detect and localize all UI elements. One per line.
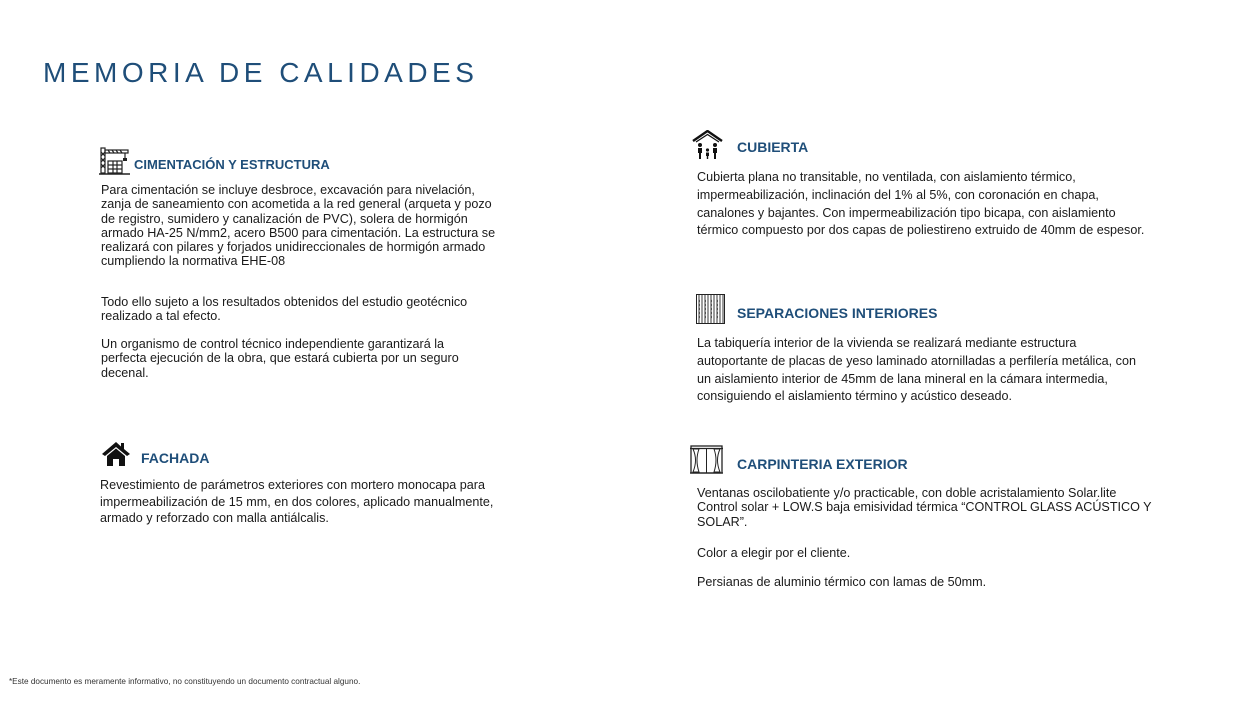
- section-header-cimentacion: [99, 146, 330, 180]
- section-paragraph: Un organismo de control técnico independiente garantizará la perfecta ejecución de la obra, que estará cubierta por un seguro decenal.: [101, 337, 459, 380]
- house-icon: [101, 441, 131, 472]
- crane-icon: [99, 146, 130, 180]
- section-paragraph: Color a elegir por el cliente.: [697, 546, 851, 560]
- section-title: CIMENTACIÓN Y ESTRUCTURA: [134, 156, 330, 172]
- partition-wall-icon: [696, 294, 725, 329]
- section-header-separaciones: [696, 294, 937, 329]
- section-title: CUBIERTA: [737, 139, 809, 155]
- section-title: SEPARACIONES INTERIORES: [737, 304, 938, 321]
- section-title: FACHADA: [141, 449, 210, 466]
- section-title: CARPINTERIA EXTERIOR: [737, 455, 908, 472]
- section-paragraph: Ventanas oscilobatiente y/o practicable, con doble acristalamiento Solar.lite Control solar + LOW.S baja emisividad térmica “CONTROL GLASS ACÚSTICO Y SOLAR”.: [697, 486, 1152, 529]
- page-title: MEMORIA DE CALIDADES: [43, 57, 479, 88]
- section-paragraph: Persianas de aluminio térmico con lamas de 50mm.: [697, 575, 987, 589]
- section-header-carpinteria: [690, 445, 908, 479]
- section-paragraph: Para cimentación se incluye desbroce, excavación para nivelación, zanja de saneamiento con acometida a la red general (arqueta y pozo de registro, sumidero y canalización de PVC), solera de hormigón armado HA-25 N/mm2, acero B500 para cimentación. La estructura se realizará con pilares y forjados unidireccionales de hormigón armado cumpliendo la normativa EHE-08: [101, 183, 496, 269]
- section-paragraph: Revestimiento de parámetros exteriores con mortero monocapa para impermeabilización de 15 mm, en dos colores, aplicado manualmente, armado y reforzado con malla antiálcalis.: [100, 478, 494, 525]
- section-header-fachada: [101, 441, 209, 472]
- section-paragraph: Cubierta plana no transitable, no ventilada, con aislamiento térmico, impermeabilización, inclinación del 1% al 5%, con coronación en chapa, canalones y bajantes. Con impermeabilización tipo bicapa, con aislamiento térmico compuesto por dos capas de poliestireno extruido de 40mm de espesor.: [697, 170, 1145, 238]
- section-header-cubierta: [692, 130, 808, 165]
- section-paragraph: La tabiquería interior de la vivienda se realizará mediante estructura autoportante de placas de yeso laminado atornilladas a perfilería metálica, con un aislamiento interior de 45mm de lana mineral en la cámara intermedia, consiguiendo el aislamiento término y acústico deseado.: [697, 336, 1136, 404]
- roof-family-icon: [692, 130, 723, 165]
- section-paragraph: Todo ello sujeto a los resultados obtenidos del estudio geotécnico realizado a tal efecto.: [101, 295, 468, 324]
- window-curtains-icon: [690, 445, 723, 479]
- footnote: *Este documento es meramente informativo, no constituyendo un documento contractual alguno.: [9, 677, 361, 686]
